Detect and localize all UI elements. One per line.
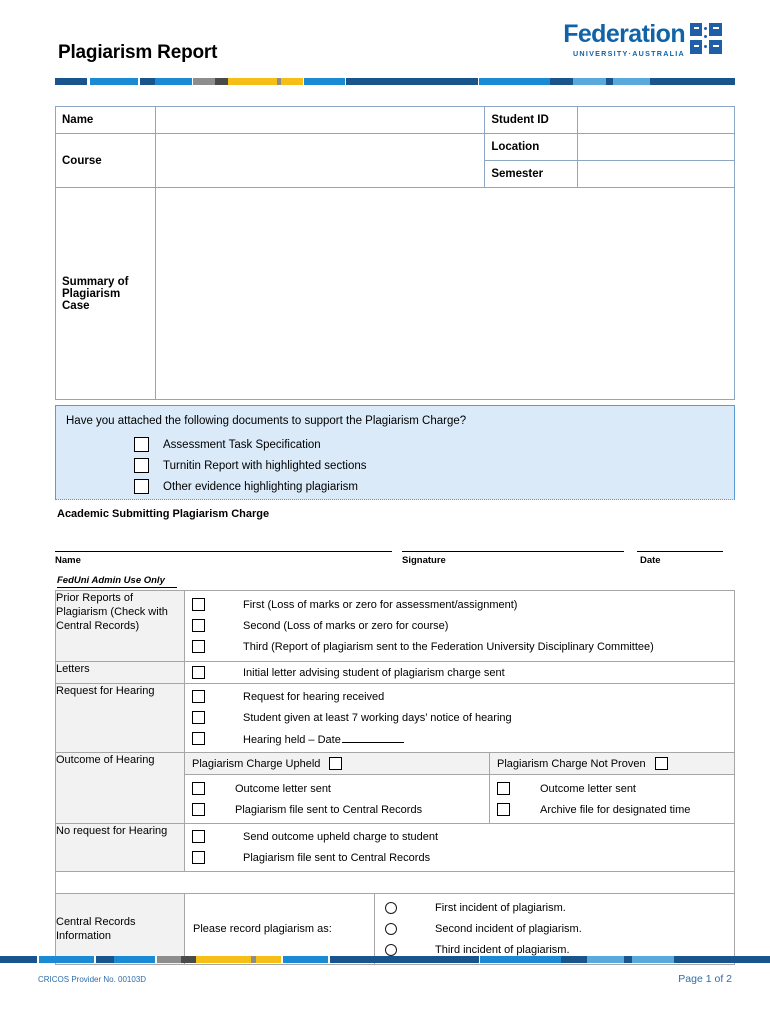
name-label: Name: [56, 107, 156, 134]
table-row-name: [56, 107, 735, 134]
rule-segment: [573, 78, 605, 85]
table-row-outcome-hearing: [56, 753, 735, 824]
rule-segment: [0, 956, 37, 963]
rule-segment: [215, 78, 228, 85]
date-line[interactable]: [637, 551, 723, 552]
admin-use-only-heading: FedUni Admin Use Only: [57, 575, 165, 586]
academic-submitting-heading: Academic Submitting Plagiarism Charge: [57, 508, 270, 520]
no-request-options: [185, 824, 735, 872]
checkbox-upheld-outcome-letter[interactable]: [192, 782, 205, 795]
rule-segment: [55, 78, 87, 85]
checkbox-initial-letter[interactable]: [192, 666, 205, 679]
rule-segment: [157, 956, 182, 963]
rule-segment: [613, 78, 650, 85]
option-label: Archive file for designated time: [540, 803, 691, 816]
signature-name-label: Name: [55, 555, 81, 566]
checkbox-request-received[interactable]: [192, 690, 205, 703]
attachments-question: Have you attached the following documents to support the Plagiarism Charge?: [66, 415, 467, 427]
footer-page-number: Page 1 of 2: [678, 973, 732, 985]
option-upheld-outcome-letter[interactable]: [185, 778, 489, 799]
logo-blocks-icon: [690, 23, 722, 54]
option-label-wrap: [243, 732, 404, 746]
option-label: Second (Loss of marks or zero for course): [243, 619, 449, 632]
name-value[interactable]: [155, 107, 484, 134]
option-upheld-file-to-records[interactable]: [185, 799, 489, 820]
option-hearing-held[interactable]: [185, 728, 734, 749]
prior-reports-options: [185, 591, 735, 662]
option-label: Student given at least 7 working days’ notice of hearing: [243, 711, 512, 724]
checkbox-second-offence[interactable]: [192, 619, 205, 632]
checkbox-first-offence[interactable]: [192, 598, 205, 611]
option-label: Request for hearing received: [243, 690, 385, 703]
radio-first-incident[interactable]: [385, 902, 397, 914]
summary-label: Summary of Plagiarism Case: [56, 188, 156, 400]
semester-value[interactable]: [578, 161, 735, 188]
option-first-incident[interactable]: [375, 897, 734, 918]
rule-segment: [606, 78, 613, 85]
signature-line[interactable]: [402, 551, 624, 552]
checkbox-third-offence[interactable]: [192, 640, 205, 653]
option-label: Third (Report of plagiarism sent to the Federation University Disciplinary Committee): [243, 640, 654, 653]
option-notproven-archive-file[interactable]: [490, 799, 734, 820]
attachment-label: Assessment Task Specification: [163, 438, 321, 451]
option-initial-letter[interactable]: [185, 662, 734, 683]
student-id-label: Student ID: [485, 107, 578, 134]
letters-label: Letters: [56, 662, 185, 684]
outcome-upheld-header[interactable]: [185, 753, 489, 775]
checkbox-charge-not-proven[interactable]: [655, 757, 668, 770]
rule-segment: [283, 956, 329, 963]
course-value[interactable]: [155, 134, 484, 188]
option-norequest-file-to-records[interactable]: [185, 847, 734, 868]
request-hearing-label: Request for Hearing: [56, 684, 185, 753]
outcome-upheld-title: Plagiarism Charge Upheld: [192, 757, 321, 770]
checkbox-assessment-task[interactable]: [134, 437, 149, 452]
spacer-cell: [56, 872, 735, 894]
table-row-letters: [56, 662, 735, 684]
logo-wordmark: Federation: [563, 20, 685, 48]
rule-segment: [632, 956, 674, 963]
rule-segment: [140, 78, 155, 85]
option-label: Send outcome upheld charge to student: [243, 830, 439, 843]
location-value[interactable]: [578, 134, 735, 161]
student-id-value[interactable]: [578, 107, 735, 134]
rule-segment: [228, 78, 277, 85]
location-label: Location: [485, 134, 578, 161]
attachment-option-turnitin-report[interactable]: [134, 458, 367, 473]
rule-segment: [193, 78, 215, 85]
date-label: Date: [640, 555, 661, 566]
hearing-date-input[interactable]: [342, 732, 404, 743]
central-records-prompt: Please record plagiarism as:: [185, 894, 375, 965]
name-signature-line[interactable]: [55, 551, 392, 552]
option-notproven-outcome-letter[interactable]: [490, 778, 734, 799]
outcome-not-proven-header[interactable]: [490, 753, 734, 775]
central-records-label: Central Records Information: [56, 894, 185, 965]
student-info-table: [55, 106, 735, 400]
rule-segment: [155, 78, 191, 85]
course-label: Course: [56, 134, 156, 188]
rule-segment: [480, 956, 561, 963]
checkbox-hearing-held[interactable]: [192, 732, 205, 745]
option-label: Plagiarism file sent to Central Records: [243, 851, 431, 864]
table-row-central-records: [56, 894, 735, 965]
table-row-prior-reports: [56, 591, 735, 662]
checkbox-charge-upheld[interactable]: [329, 757, 342, 770]
radio-third-incident[interactable]: [385, 944, 397, 956]
table-row-course: [56, 134, 735, 161]
checkbox-upheld-file-to-records[interactable]: [192, 803, 205, 816]
option-send-upheld-charge[interactable]: [185, 826, 734, 847]
checkbox-notice-given[interactable]: [192, 711, 205, 724]
attachment-option-other-evidence[interactable]: [134, 479, 358, 494]
outcome-not-proven-title: Plagiarism Charge Not Proven: [497, 757, 646, 770]
rule-segment: [114, 956, 155, 963]
footer-decorative-rule: [0, 956, 770, 963]
option-label: Third incident of plagiarism.: [435, 943, 570, 956]
table-row-no-request-hearing: [56, 824, 735, 872]
rule-segment: [96, 956, 114, 963]
option-label: Outcome letter sent: [235, 782, 331, 795]
summary-value[interactable]: [155, 188, 734, 400]
federation-university-logo: [563, 22, 722, 58]
rule-segment: [256, 956, 281, 963]
outcome-subheaders: [185, 753, 734, 775]
option-first-offence[interactable]: [185, 594, 734, 615]
checkbox-notproven-archive-file[interactable]: [497, 803, 510, 816]
rule-segment: [674, 956, 770, 963]
attachment-option-assessment-task[interactable]: [134, 437, 321, 452]
option-label: First (Loss of marks or zero for assessment/assignment): [243, 598, 518, 611]
option-label: Initial letter advising student of plagiarism charge sent: [243, 666, 505, 679]
attachment-label: Turnitin Report with highlighted sections: [163, 459, 367, 472]
option-second-incident[interactable]: [375, 918, 734, 939]
option-label: First incident of plagiarism.: [435, 901, 566, 914]
radio-second-incident[interactable]: [385, 923, 397, 935]
rule-segment: [196, 956, 251, 963]
central-records-options: [375, 894, 735, 965]
footer-cricos: CRICOS Provider No. 00103D: [38, 975, 147, 984]
outcome-hearing-label: Outcome of Hearing: [56, 753, 185, 824]
option-third-offence[interactable]: [185, 636, 734, 657]
checkbox-norequest-file-to-records[interactable]: [192, 851, 205, 864]
rule-segment: [90, 78, 138, 85]
rule-segment: [304, 78, 344, 85]
admin-heading-rule: [57, 587, 177, 588]
attachment-label: Other evidence highlighting plagiarism: [163, 480, 358, 493]
page-header: [0, 0, 770, 92]
letters-options: [185, 662, 735, 684]
rule-segment: [281, 78, 303, 85]
outcome-hearing-content: [185, 753, 735, 824]
checkbox-send-upheld-charge[interactable]: [192, 830, 205, 843]
page-title: Plagiarism Report: [58, 42, 218, 63]
logo-text: [563, 22, 685, 58]
outcome-option-lists: [185, 775, 734, 823]
checkbox-other-evidence[interactable]: [134, 479, 149, 494]
rule-segment: [587, 956, 624, 963]
table-row-request-hearing: [56, 684, 735, 753]
admin-use-only-table: [55, 590, 735, 965]
rule-segment: [479, 78, 550, 85]
option-label: Plagiarism file sent to Central Records: [235, 803, 423, 816]
rule-segment: [624, 956, 632, 963]
rule-segment: [39, 956, 93, 963]
option-notice-given[interactable]: [185, 707, 734, 728]
table-row-spacer: [56, 872, 735, 894]
request-hearing-options: [185, 684, 735, 753]
logo-subtitle: UNIVERSITY·AUSTRALIA: [572, 49, 685, 58]
rule-segment: [650, 78, 735, 85]
prior-reports-label: Prior Reports of Plagiarism (Check with Central Records): [56, 591, 185, 662]
checkbox-notproven-outcome-letter[interactable]: [497, 782, 510, 795]
no-request-label: No request for Hearing: [56, 824, 185, 872]
option-label: Outcome letter sent: [540, 782, 636, 795]
rule-segment: [346, 78, 477, 85]
rule-segment: [181, 956, 196, 963]
option-second-offence[interactable]: [185, 615, 734, 636]
option-request-received[interactable]: [185, 686, 734, 707]
table-row-summary: [56, 188, 735, 400]
rule-segment: [550, 78, 573, 85]
rule-segment: [561, 956, 587, 963]
semester-label: Semester: [485, 161, 578, 188]
checkbox-turnitin-report[interactable]: [134, 458, 149, 473]
rule-segment: [330, 956, 479, 963]
header-decorative-rule: [55, 78, 735, 85]
attachments-panel: [55, 405, 735, 500]
option-label: Hearing held – Date: [243, 733, 341, 746]
option-label: Second incident of plagiarism.: [435, 922, 582, 935]
signature-label: Signature: [402, 555, 446, 566]
